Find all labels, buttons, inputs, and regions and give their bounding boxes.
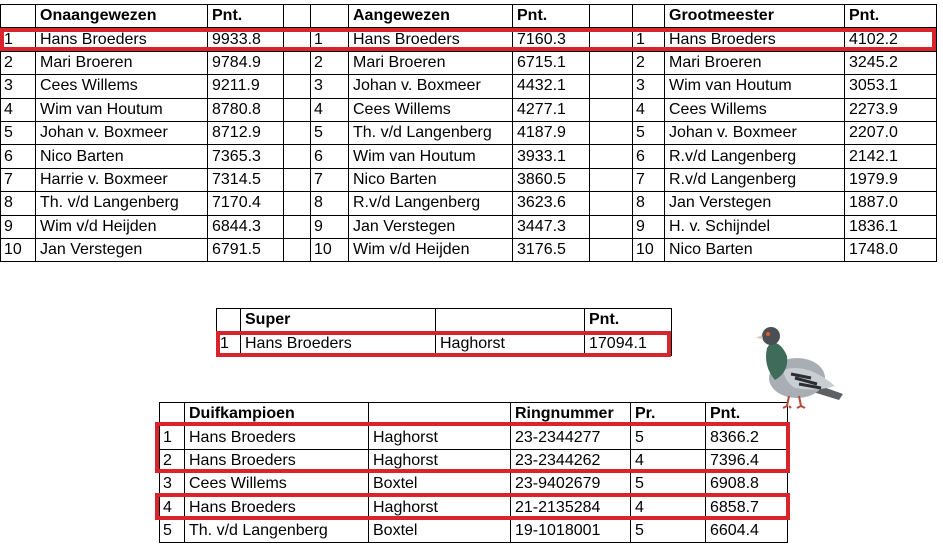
onaangewezen-name-cell: Hans Broeders (36, 28, 208, 51)
aangewezen-name-cell: Wim van Houtum (349, 145, 513, 168)
top-header-row (1, 5, 937, 28)
aangewezen-name-cell: R.v/d Langenberg (349, 192, 513, 215)
name-cell: Hans Broeders (185, 449, 369, 472)
table-row (1, 28, 937, 51)
spacer-cell (284, 75, 311, 98)
rank-cell: 10 (1, 238, 36, 261)
table-row (160, 496, 788, 519)
spacer-cell (284, 98, 311, 121)
spacer-cell (284, 238, 311, 261)
points-cell: 6858.7 (706, 496, 788, 519)
ringnummer-cell: 23-2344262 (511, 449, 631, 472)
rank-cell: 5 (633, 121, 665, 144)
spacer-cell (284, 28, 311, 51)
aangewezen-points-cell: 6715.1 (513, 51, 590, 74)
onaangewezen-points-cell: 6844.3 (208, 215, 284, 238)
pr-cell: 4 (631, 449, 706, 472)
header-pnt: Pnt. (585, 309, 672, 332)
aangewezen-name-cell: Nico Barten (349, 168, 513, 191)
grootmeester-name-cell: R.v/d Langenberg (665, 145, 845, 168)
grootmeester-points-cell: 1979.9 (845, 168, 937, 191)
header-place (369, 403, 511, 426)
rank-cell: 10 (311, 238, 349, 261)
spacer-cell (590, 238, 633, 261)
table-row (160, 449, 788, 472)
aangewezen-name-cell: Mari Broeren (349, 51, 513, 74)
aangewezen-points-cell: 3933.1 (513, 145, 590, 168)
header-rank (217, 309, 241, 332)
table-row (1, 51, 937, 74)
points-cell: 6604.4 (706, 519, 788, 542)
header-pnt: Pnt. (845, 5, 937, 28)
rank-cell: 6 (1, 145, 36, 168)
name-cell: Cees Willems (185, 473, 369, 496)
spacer-cell (590, 215, 633, 238)
grootmeester-points-cell: 2273.9 (845, 98, 937, 121)
grootmeester-name-cell: Wim van Houtum (665, 75, 845, 98)
rank-cell: 1 (217, 332, 241, 355)
points-cell: 6908.8 (706, 473, 788, 496)
table-row (160, 473, 788, 496)
aangewezen-points-cell: 4277.1 (513, 98, 590, 121)
header-spacer (590, 5, 633, 28)
table-row (1, 192, 937, 215)
rank-cell: 1 (633, 28, 665, 51)
table-row (1, 75, 937, 98)
table-row (1, 168, 937, 191)
aangewezen-name-cell: Johan v. Boxmeer (349, 75, 513, 98)
ringnummer-cell: 21-2135284 (511, 496, 631, 519)
spacer-cell (590, 121, 633, 144)
rank-cell: 2 (633, 51, 665, 74)
place-cell: Haghorst (369, 496, 511, 519)
points-cell: 8366.2 (706, 426, 788, 449)
spacer-cell (284, 192, 311, 215)
onaangewezen-points-cell: 9211.9 (208, 75, 284, 98)
rank-cell: 1 (160, 426, 185, 449)
table-row (160, 519, 788, 542)
grootmeester-points-cell: 4102.2 (845, 28, 937, 51)
rank-cell: 7 (311, 168, 349, 191)
name-cell: Hans Broeders (185, 496, 369, 519)
pr-cell: 5 (631, 473, 706, 496)
points-cell: 7396.4 (706, 449, 788, 472)
aangewezen-points-cell: 3176.5 (513, 238, 590, 261)
onaangewezen-name-cell: Th. v/d Langenberg (36, 192, 208, 215)
grootmeester-name-cell: R.v/d Langenberg (665, 168, 845, 191)
rank-cell: 7 (1, 168, 36, 191)
spacer-cell (284, 168, 311, 191)
super-table (216, 308, 672, 356)
grootmeester-name-cell: Johan v. Boxmeer (665, 121, 845, 144)
table-row (1, 145, 937, 168)
onaangewezen-points-cell: 6791.5 (208, 238, 284, 261)
onaangewezen-points-cell: 9933.8 (208, 28, 284, 51)
onaangewezen-name-cell: Mari Broeren (36, 51, 208, 74)
header-pnt: Pnt. (513, 5, 590, 28)
grootmeester-name-cell: Nico Barten (665, 238, 845, 261)
table-row (1, 98, 937, 121)
onaangewezen-points-cell: 7314.5 (208, 168, 284, 191)
rank-cell: 9 (311, 215, 349, 238)
rank-cell: 4 (160, 496, 185, 519)
rank-cell: 4 (633, 98, 665, 121)
header-aangewezen: Aangewezen (349, 5, 513, 28)
rank-cell: 8 (1, 192, 36, 215)
rank-cell: 2 (311, 51, 349, 74)
header-onaangewezen: Onaangewezen (36, 5, 208, 28)
rank-cell: 3 (160, 473, 185, 496)
aangewezen-points-cell: 7160.3 (513, 28, 590, 51)
spacer-cell (590, 168, 633, 191)
header-rank (160, 403, 185, 426)
duif-header-row (160, 403, 788, 426)
rank-cell: 1 (311, 28, 349, 51)
aangewezen-points-cell: 3860.5 (513, 168, 590, 191)
rank-cell: 7 (633, 168, 665, 191)
table-row (217, 332, 672, 355)
spacer-cell (590, 98, 633, 121)
rank-cell: 2 (1, 51, 36, 74)
onaangewezen-name-cell: Nico Barten (36, 145, 208, 168)
place-cell: Haghorst (369, 449, 511, 472)
header-spacer (284, 5, 311, 28)
pr-cell: 5 (631, 519, 706, 542)
aangewezen-name-cell: Cees Willems (349, 98, 513, 121)
rank-cell: 3 (633, 75, 665, 98)
grootmeester-name-cell: Cees Willems (665, 98, 845, 121)
rank-cell: 3 (1, 75, 36, 98)
ringnummer-cell: 23-2344277 (511, 426, 631, 449)
aangewezen-points-cell: 3447.3 (513, 215, 590, 238)
rank-cell: 6 (311, 145, 349, 168)
grootmeester-name-cell: Jan Verstegen (665, 192, 845, 215)
grootmeester-points-cell: 1748.0 (845, 238, 937, 261)
spacer-cell (590, 28, 633, 51)
table-row (160, 426, 788, 449)
rank-cell: 9 (1, 215, 36, 238)
rank-cell: 2 (160, 449, 185, 472)
spacer-cell (590, 145, 633, 168)
header-grootmeester: Grootmeester (665, 5, 845, 28)
aangewezen-points-cell: 4432.1 (513, 75, 590, 98)
aangewezen-name-cell: Hans Broeders (349, 28, 513, 51)
onaangewezen-points-cell: 7365.3 (208, 145, 284, 168)
rank-cell: 3 (311, 75, 349, 98)
aangewezen-name-cell: Jan Verstegen (349, 215, 513, 238)
spacer-cell (284, 121, 311, 144)
rank-cell: 4 (311, 98, 349, 121)
rank-cell: 8 (633, 192, 665, 215)
ringnummer-cell: 23-9402679 (511, 473, 631, 496)
aangewezen-name-cell: Th. v/d Langenberg (349, 121, 513, 144)
grootmeester-points-cell: 3245.2 (845, 51, 937, 74)
table-row (1, 215, 937, 238)
rank-cell: 9 (633, 215, 665, 238)
ringnummer-cell: 19-1018001 (511, 519, 631, 542)
grootmeester-points-cell: 1836.1 (845, 215, 937, 238)
header-rank (1, 5, 36, 28)
spacer-cell (590, 75, 633, 98)
header-pr: Pr. (631, 403, 706, 426)
name-cell: Hans Broeders (241, 332, 436, 355)
grootmeester-points-cell: 3053.1 (845, 75, 937, 98)
rank-cell: 5 (160, 519, 185, 542)
onaangewezen-name-cell: Harrie v. Boxmeer (36, 168, 208, 191)
points-cell: 17094.1 (585, 332, 672, 355)
spacer-cell (590, 51, 633, 74)
pr-cell: 5 (631, 426, 706, 449)
pr-cell: 4 (631, 496, 706, 519)
onaangewezen-points-cell: 8780.8 (208, 98, 284, 121)
duifkampioen-table (159, 402, 788, 543)
grootmeester-name-cell: Mari Broeren (665, 51, 845, 74)
aangewezen-points-cell: 3623.6 (513, 192, 590, 215)
onaangewezen-points-cell: 7170.4 (208, 192, 284, 215)
rank-cell: 1 (1, 28, 36, 51)
super-header-row (217, 309, 672, 332)
onaangewezen-name-cell: Cees Willems (36, 75, 208, 98)
name-cell: Th. v/d Langenberg (185, 519, 369, 542)
rank-cell: 5 (1, 121, 36, 144)
spacer-cell (590, 192, 633, 215)
grootmeester-name-cell: Hans Broeders (665, 28, 845, 51)
pigeon-illustration-icon (755, 322, 845, 410)
onaangewezen-name-cell: Jan Verstegen (36, 238, 208, 261)
table-row (1, 238, 937, 261)
spacer-cell (284, 145, 311, 168)
aangewezen-name-cell: Wim v/d Heijden (349, 238, 513, 261)
rank-cell: 6 (633, 145, 665, 168)
onaangewezen-name-cell: Johan v. Boxmeer (36, 121, 208, 144)
rank-cell: 5 (311, 121, 349, 144)
onaangewezen-points-cell: 8712.9 (208, 121, 284, 144)
place-cell: Haghorst (436, 332, 585, 355)
place-cell: Boxtel (369, 519, 511, 542)
top-ranking-table (0, 4, 937, 262)
aangewezen-points-cell: 4187.9 (513, 121, 590, 144)
rank-cell: 8 (311, 192, 349, 215)
rank-cell: 4 (1, 98, 36, 121)
grootmeester-points-cell: 2142.1 (845, 145, 937, 168)
table-row (1, 121, 937, 144)
header-rank (311, 5, 349, 28)
onaangewezen-name-cell: Wim v/d Heijden (36, 215, 208, 238)
header-ringnummer: Ringnummer (511, 403, 631, 426)
header-pnt: Pnt. (208, 5, 284, 28)
grootmeester-name-cell: H. v. Schijndel (665, 215, 845, 238)
header-super: Super (241, 309, 436, 332)
header-rank (633, 5, 665, 28)
spacer-cell (284, 215, 311, 238)
onaangewezen-name-cell: Wim van Houtum (36, 98, 208, 121)
header-pnt: Pnt. (706, 403, 788, 426)
grootmeester-points-cell: 1887.0 (845, 192, 937, 215)
name-cell: Hans Broeders (185, 426, 369, 449)
onaangewezen-points-cell: 9784.9 (208, 51, 284, 74)
header-duifkampioen: Duifkampioen (185, 403, 369, 426)
grootmeester-points-cell: 2207.0 (845, 121, 937, 144)
place-cell: Boxtel (369, 473, 511, 496)
header-place (436, 309, 585, 332)
spacer-cell (284, 51, 311, 74)
rank-cell: 10 (633, 238, 665, 261)
place-cell: Haghorst (369, 426, 511, 449)
